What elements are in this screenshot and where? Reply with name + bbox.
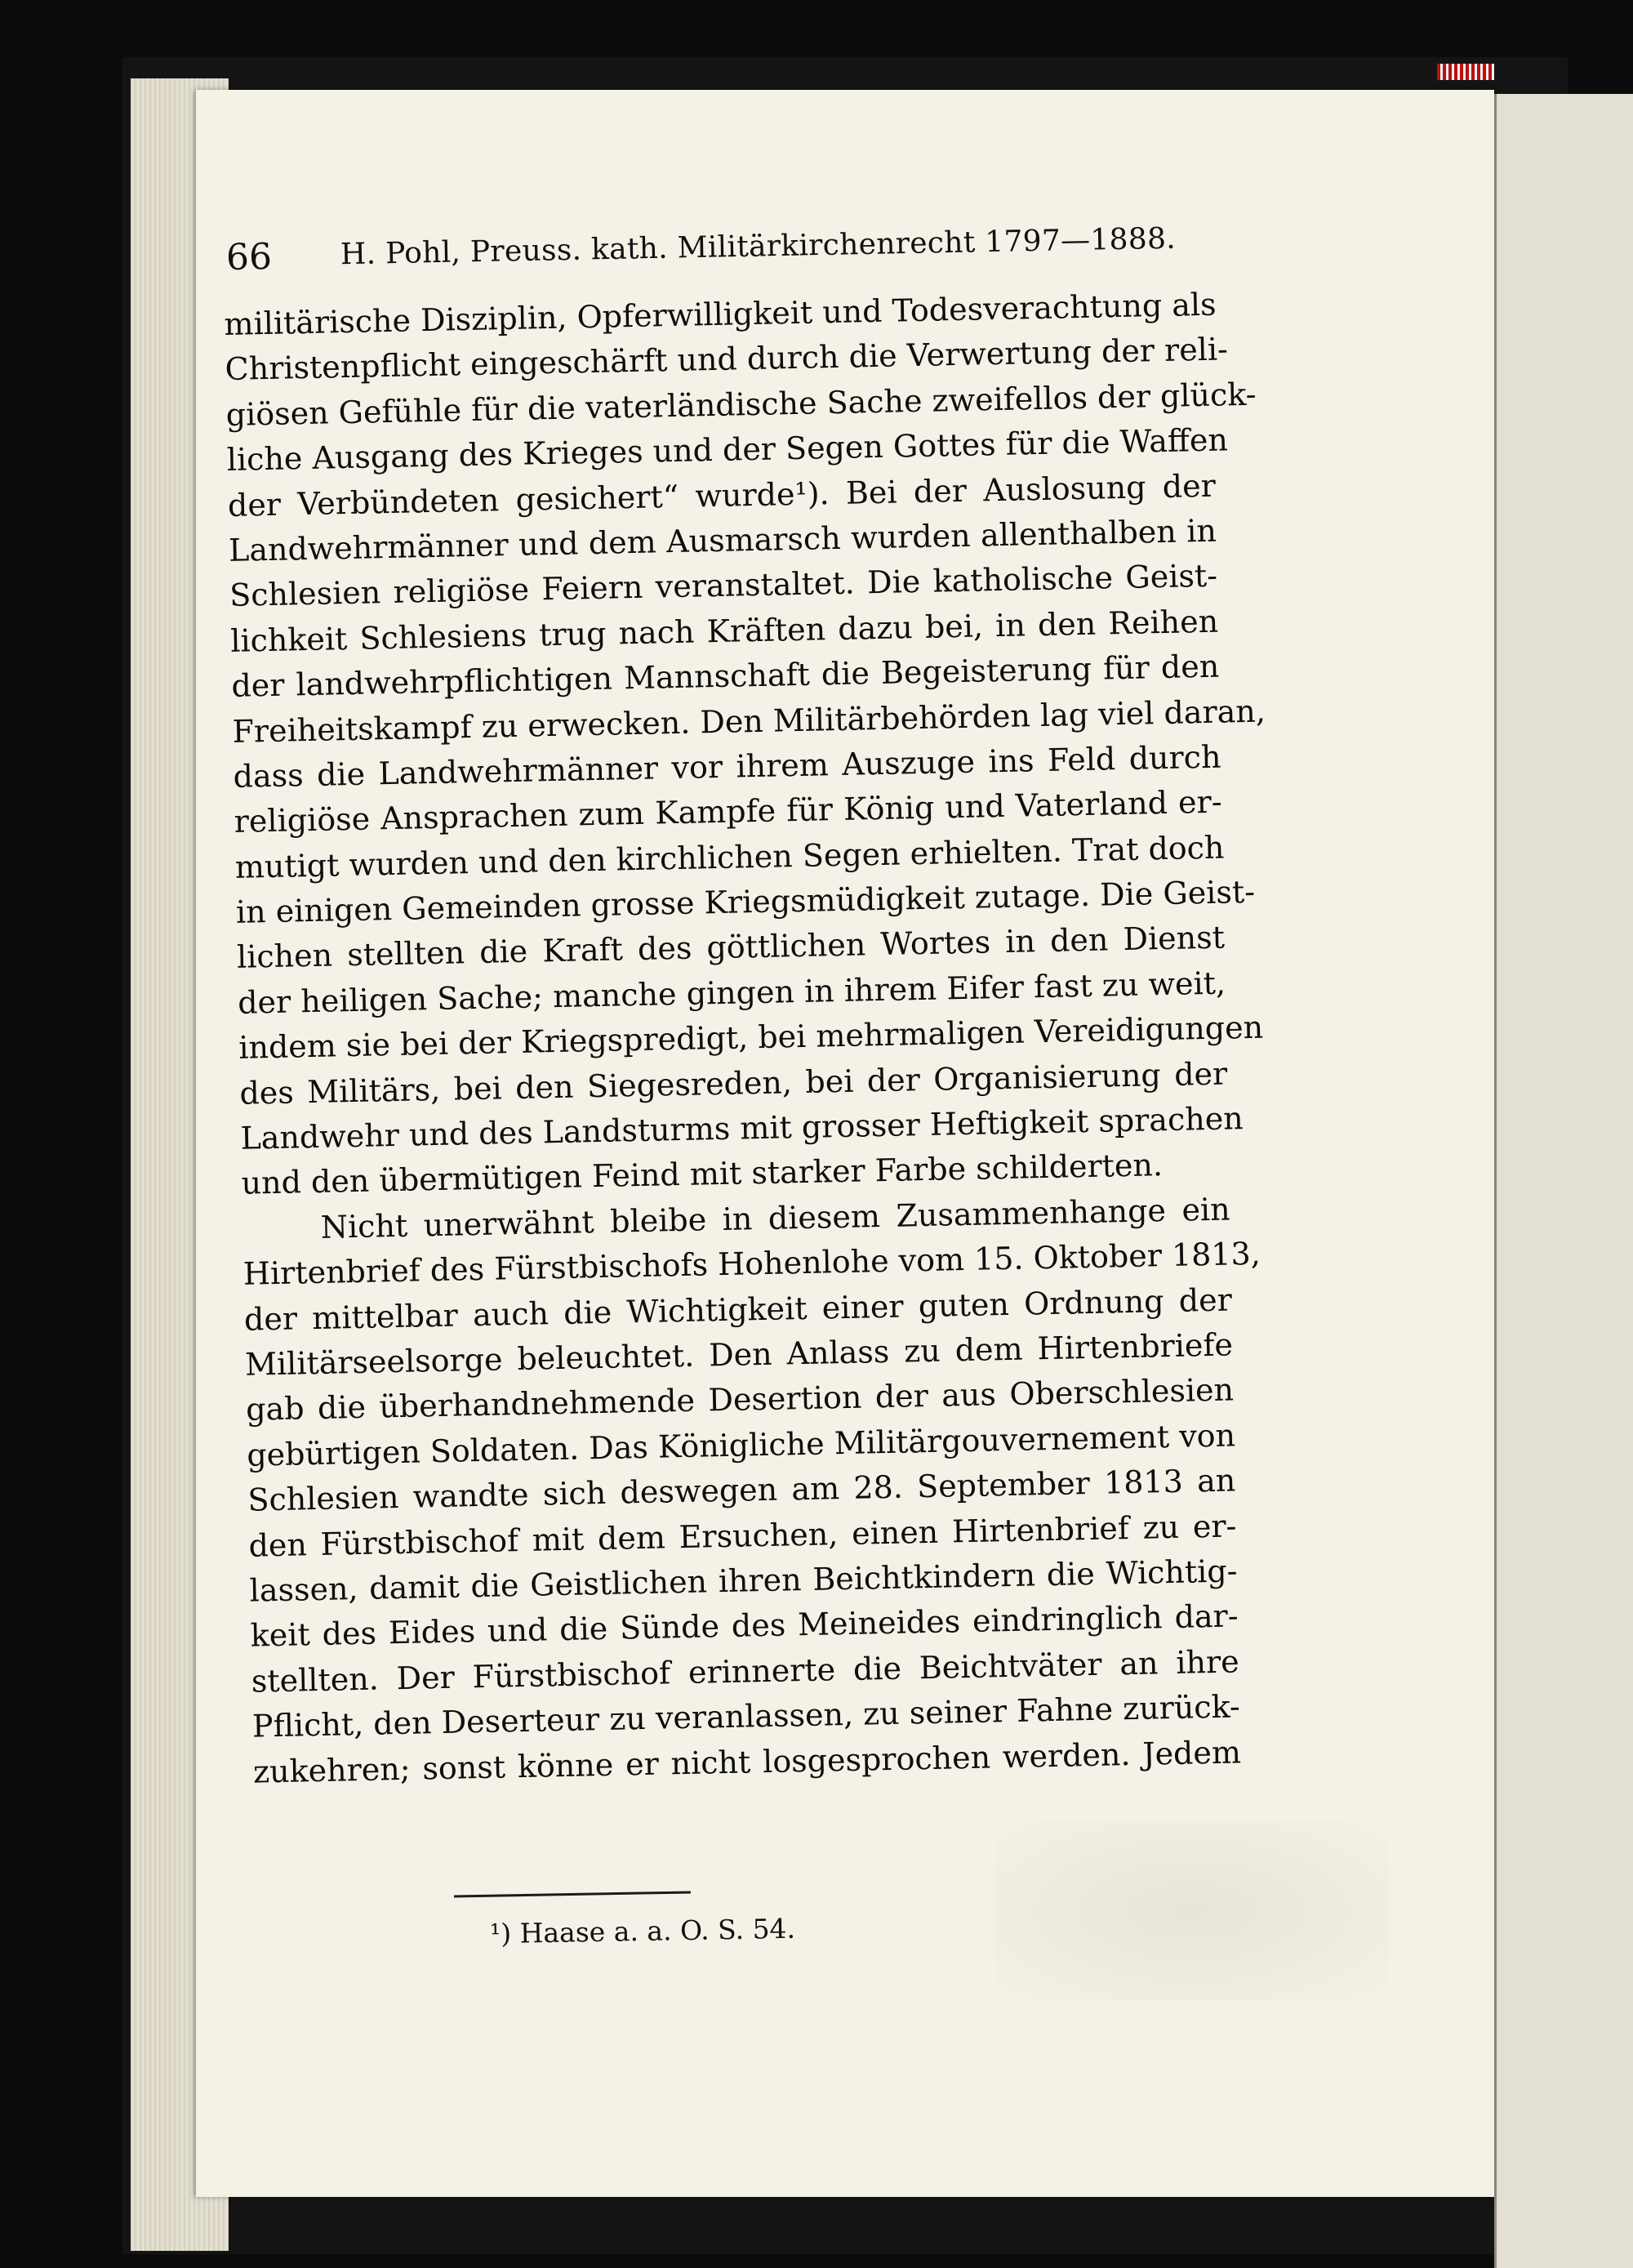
text-line: lichkeit Schlesiens trug nach Kräften dazu bei, in den Reihen <box>229 603 1219 659</box>
text-line: der mittelbar auch die Wichtigkeit einer guten Ordnung der <box>243 1281 1233 1338</box>
text-line: gebürtigen Soldaten. Das Königliche Militärgouvernement von <box>246 1417 1236 1473</box>
facing-page-edge <box>1494 94 1633 2268</box>
text-line: Landwehrmänner und dem Ausmarsch wurden allenthalben in <box>228 512 1217 568</box>
text-line: keit des Eides und die Sünde des Meineides eindringlich dar- <box>250 1597 1239 1654</box>
footnote-marker: ¹) <box>489 1917 512 1950</box>
text-line: lichen stellten die Kraft des göttlichen Wortes in den Dienst <box>236 920 1226 976</box>
text-line: Pflicht, den Deserteur zu veranlassen, zu seiner Fahne zurück- <box>251 1688 1241 1744</box>
page-number: 66 <box>225 235 273 278</box>
text-line: zukehren; sonst könne er nicht losgesprochen werden. Jedem <box>252 1733 1242 1790</box>
text-line: Landwehr und des Landsturms mit grosser Heftigkeit sprachen <box>240 1100 1244 1156</box>
text-line: Freiheitskampf zu erwecken. Den Militärbehörden lag viel daran, <box>232 693 1266 750</box>
text-line: mutigt wurden und den kirchlichen Segen erhielten. Trat doch <box>234 829 1225 885</box>
text-line: den Fürstbischof mit dem Ersuchen, einen Hirtenbrief zu er- <box>248 1507 1237 1564</box>
text-line: liche Ausgang des Krieges und der Segen Gottes für die Waffen <box>226 421 1229 479</box>
text-line: religiöse Ansprachen zum Kampfe für König und Vaterland er- <box>234 783 1222 840</box>
text-line: giösen Gefühle für die vaterländische Sache zweifellos der glück- <box>225 376 1257 433</box>
show-through <box>996 1821 1388 2001</box>
text-line: Schlesien religiöse Feiern veranstaltet. Die katholische Geist- <box>229 557 1218 614</box>
text-line: in einigen Gemeinden grosse Kriegsmüdigkeit zutage. Die Geist- <box>235 873 1256 930</box>
text-line: militärische Disziplin, Opferwilligkeit und Todesverachtung als <box>224 286 1217 342</box>
text-line: dass die Landwehrmänner vor ihrem Auszuge ins Feld durch <box>233 738 1221 795</box>
text-line: stellten. Der Fürstbischof erinnerte die Beichtväter an ihre <box>251 1643 1240 1700</box>
text-line: lassen, damit die Geistlichen ihren Beichtkindern die Wichtig- <box>249 1553 1238 1609</box>
text-line: gab die überhandnehmende Desertion der aus Oberschlesien <box>245 1371 1235 1428</box>
text-line: Militärseelsorge beleuchtet. Den Anlass zu dem Hirtenbriefe <box>244 1326 1234 1383</box>
text-line: der Verbündeten gesichert“ wurde¹). Bei der Auslosung der <box>227 467 1217 524</box>
text-line: Schlesien wandte sich deswegen am 28. September 1813 an <box>247 1462 1236 1518</box>
text-line: der landwehrpflichtigen Mannschaft die Begeisterung für den <box>230 648 1220 705</box>
text-line: Nicht unerwähnt bleibe in diesem Zusammenhange ein <box>320 1191 1230 1245</box>
text-line: indem sie bei der Kriegspredigt, bei mehrmaligen Vereidigungen <box>238 1009 1264 1067</box>
text-line: Christenpflicht eingeschärft und durch die Verwertung der reli- <box>225 331 1229 388</box>
footnote-text: Haase a. a. O. S. 54. <box>519 1912 796 1949</box>
text-line: der heiligen Sache; manche gingen in ihrem Eifer fast zu weit, <box>237 965 1226 1021</box>
text-line: und den übermütigen Feind mit starker Farbe schilderten. <box>241 1147 1164 1202</box>
text-line: des Militärs, bei den Siegesreden, bei der Organisierung der <box>238 1055 1228 1112</box>
footnote <box>490 1913 796 1950</box>
text-line: Hirtenbrief des Fürstbischofs Hohenlohe vom 15. Oktober 1813, <box>243 1235 1261 1292</box>
body-text <box>224 283 1266 1795</box>
running-title: H. Pohl, Preuss. kath. Militärkirchenrecht 1797—1888. <box>340 221 1177 272</box>
bookmark-ribbon <box>1437 64 1494 80</box>
